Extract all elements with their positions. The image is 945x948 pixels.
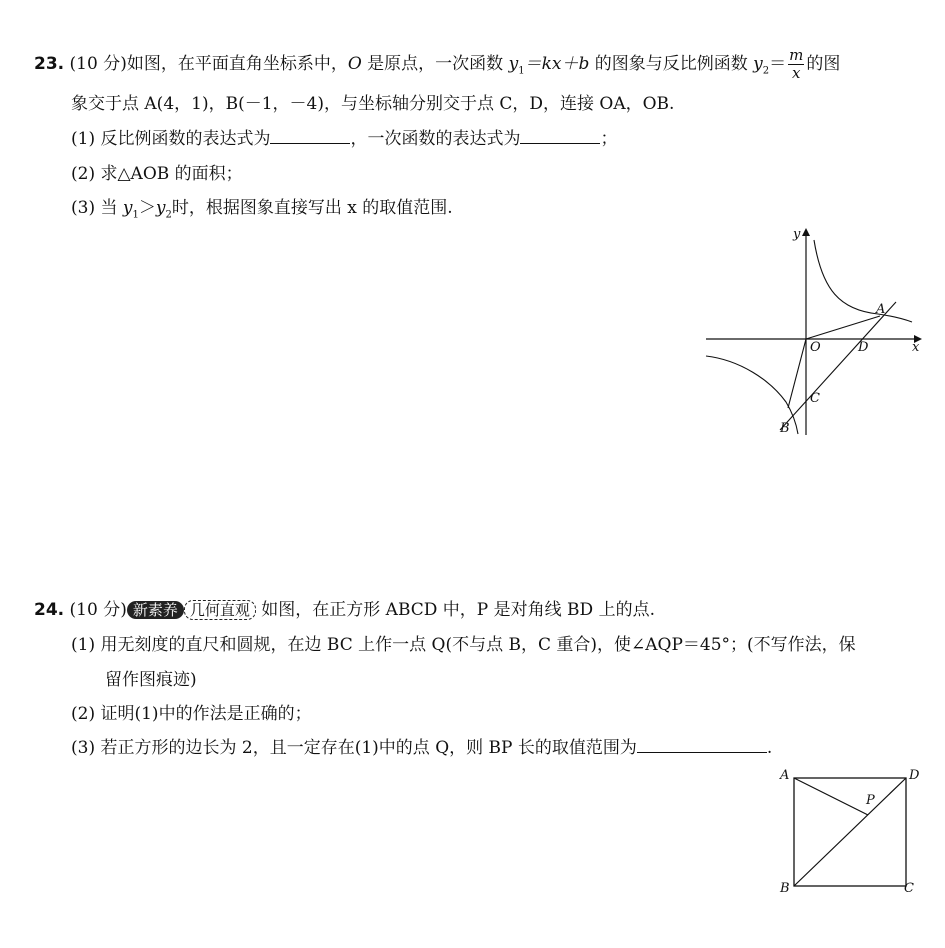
q23-fig-x: x xyxy=(912,340,920,355)
q23-p1-blank-2[interactable] xyxy=(520,129,600,144)
q23-part-1 xyxy=(71,129,617,149)
q23-y2: y xyxy=(753,54,763,74)
q23-score: (10 分) xyxy=(69,54,127,74)
q23-frac-num: m xyxy=(789,46,804,64)
q23-part-2: (2) 求△AOB 的面积； xyxy=(71,164,243,184)
q23-p3-y2-sub: 2 xyxy=(165,209,172,221)
q24-part-1-line-2: 留作图痕迹) xyxy=(105,670,197,690)
q23-y-arrow xyxy=(802,228,810,236)
q24-fig-P: P xyxy=(866,793,875,808)
q23-p3-y1-sub: 1 xyxy=(132,209,139,221)
q24-fig-C: C xyxy=(904,881,914,896)
q24-fig-A: A xyxy=(780,768,790,783)
q23-text-c: 的图象与反比例函数 xyxy=(589,54,754,74)
q23-p3-text-b: 时，根据图象直接写出 x 的取值范围. xyxy=(171,198,453,218)
q24-line-1 xyxy=(34,600,655,620)
q24-p3-blank[interactable] xyxy=(637,738,767,753)
q23-y1-sub: 1 xyxy=(518,65,525,77)
q24-segment-AP xyxy=(794,778,868,815)
q23-fig-C: C xyxy=(810,391,820,406)
q23-number: 23. xyxy=(34,54,65,74)
q23-text-a: 如图，在平面直角坐标系中， xyxy=(126,54,348,74)
q23-coordinate-figure xyxy=(700,220,930,440)
q24-intro: 如图，在正方形 ABCD 中，P 是对角线 BD 上的点. xyxy=(255,600,655,620)
q23-p1-text-b: ，一次函数的表达式为 xyxy=(350,129,521,149)
q23-fig-O: O xyxy=(810,340,821,355)
q24-diagonal-BD xyxy=(794,778,906,886)
q23-p3-y1: y xyxy=(122,198,133,218)
q23-fig-D: D xyxy=(858,340,869,355)
q23-eq1: ＝kx＋b xyxy=(524,54,590,74)
q23-p3-y2: y xyxy=(155,198,166,218)
q23-line-y1 xyxy=(780,302,896,430)
q23-segment-OA xyxy=(806,316,880,339)
q24-tag-geometry: 几何直观 xyxy=(184,600,256,620)
q23-origin-label: O xyxy=(347,54,362,74)
q24-part-2: (2) 证明(1)中的作法是正确的； xyxy=(71,704,312,724)
q23-text-b: 是原点，一次函数 xyxy=(361,54,509,74)
q23-eq2: ＝ xyxy=(769,54,787,74)
q23-p3-gt: ＞ xyxy=(138,198,156,218)
q23-p1-text-a: (1) 反比例函数的表达式为 xyxy=(71,129,271,149)
q23-fraction xyxy=(788,48,804,81)
q24-square-figure xyxy=(776,766,926,896)
q23-part-3 xyxy=(71,198,453,221)
q24-number: 24. xyxy=(34,600,65,620)
q23-p3-text-a: (3) 当 xyxy=(71,198,123,218)
q23-line-1 xyxy=(34,48,840,81)
q23-frac-den: x xyxy=(792,64,801,82)
q24-p3-text-a: (3) 若正方形的边长为 2，且一定存在(1)中的点 Q，则 BP 长的取值范围为 xyxy=(71,738,637,758)
q23-segment-OB xyxy=(788,339,806,408)
q23-hyperbola-branch-1 xyxy=(814,240,912,322)
q23-fig-A: A xyxy=(876,302,886,317)
q23-fig-B: B xyxy=(780,421,790,436)
q24-part-3 xyxy=(71,738,772,758)
q24-part-1-line-1: (1) 用无刻度的直尺和圆规，在边 BC 上作一点 Q(不与点 B，C 重合)，使∠AQP＝45°；(不写作法，保 xyxy=(71,635,856,655)
q23-y2-sub: 2 xyxy=(762,65,770,77)
q23-text-d: 的图 xyxy=(806,54,841,74)
q23-fig-y: y xyxy=(793,227,801,242)
q24-tag-new-literacy: 新素养 xyxy=(127,601,184,619)
q24-fig-B: B xyxy=(780,881,790,896)
q24-p3-text-b: . xyxy=(766,738,773,758)
q24-fig-D: D xyxy=(909,768,920,783)
q23-line-2: 象交于点 A(4，1)，B(－1，－4)，与坐标轴分别交于点 C，D，连接 OA，OB. xyxy=(71,94,675,114)
q23-y1: y xyxy=(508,54,519,74)
q23-p1-text-c: ； xyxy=(600,129,618,149)
q24-score: (10 分) xyxy=(69,600,127,620)
q23-p1-blank-1[interactable] xyxy=(270,129,350,144)
